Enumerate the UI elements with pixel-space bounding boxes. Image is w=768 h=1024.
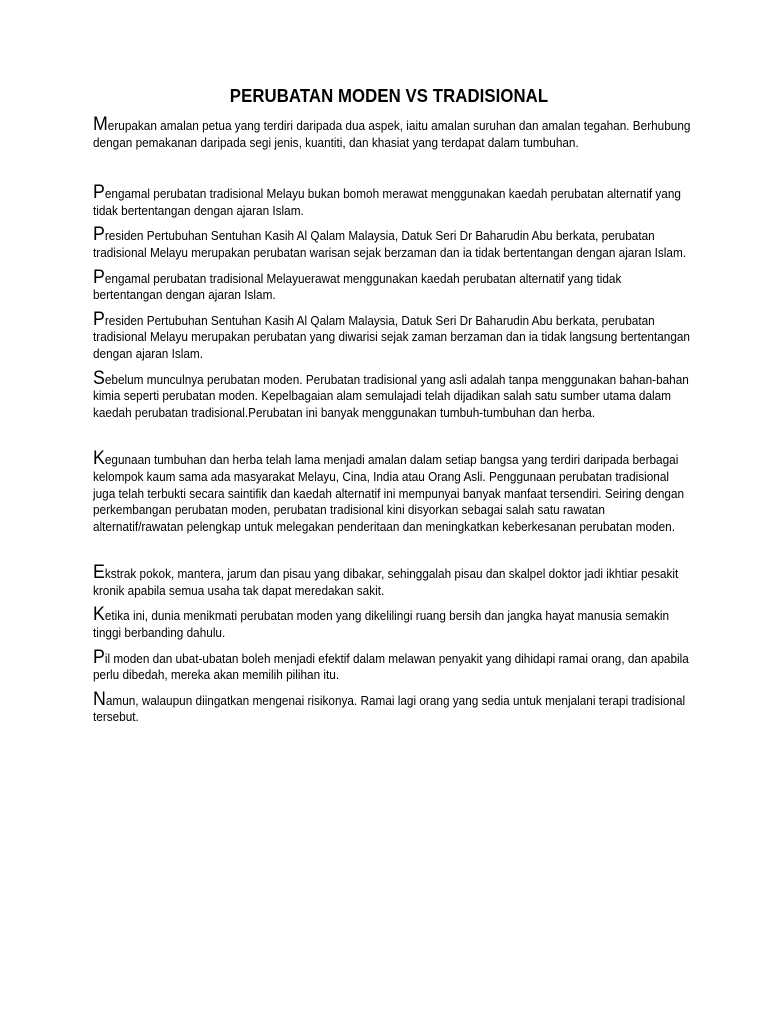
drop-initial: P (93, 308, 105, 330)
paragraph-text: engamal perubatan tradisional Melayu bukan bomoh merawat menggunakan kaedah perubatan alternatif yang tidak bertentangan dengan ajaran Islam. (93, 187, 681, 218)
drop-initial: K (93, 448, 105, 470)
drop-initial: S (93, 367, 105, 389)
paragraph (93, 224, 691, 261)
drop-initial: M (93, 114, 108, 135)
paragraph (93, 266, 691, 304)
paragraph-text: erupakan amalan petua yang terdiri daripada dua aspek, iaitu amalan suruhan dan amalan tegahan. Berhubung dengan pemakanan daripada segi jenis, kuantiti, dan khasiat yang terdapat dalam tumbuhan. (93, 119, 691, 150)
document-title: PERUBATAN MODEN VS TRADISIONAL (229, 86, 549, 106)
paragraph (93, 308, 691, 363)
drop-initial: P (93, 646, 105, 668)
paragraph-text: ebelum munculnya perubatan moden. Perubatan tradisional yang asli adalah tanpa menggunakan bahan-bahan kimia seperti perubatan moden. Kepelbagaian alam semulajadi telah dijadikan salah satu sumber utama dalam kaedah perubatan tradisional.Perubatan ini banyak menggunakan tumbuh-tumbuhan dan herba. (93, 372, 689, 420)
paragraph (93, 114, 691, 151)
paragraph-text: etika ini, dunia menikmati perubatan moden yang dikelilingi ruang bersih dan jangka hayat manusia semakin tinggi berbanding dahulu. (93, 609, 670, 641)
paragraph (93, 367, 691, 422)
drop-initial: P (93, 224, 105, 246)
paragraph-text: residen Pertubuhan Sentuhan Kasih Al Qalam Malaysia, Datuk Seri Dr Baharudin Abu berkata, perubatan tradisional Melayu merupakan perubatan warisan sejak berzaman dan ia tidak bertentangan dengan ajaran Islam. (93, 229, 687, 260)
paragraph-text: residen Pertubuhan Sentuhan Kasih Al Qalam Malaysia, Datuk Seri Dr Baharudin Abu berkata, perubatan tradisional Melayu merupakan perubatan yang diwarisi sejak zaman berzaman dan ia tidak langsung bertentangan dengan ajaran Islam. (93, 313, 690, 361)
paragraph (93, 182, 691, 219)
drop-initial: P (93, 182, 105, 204)
paragraph (93, 448, 691, 535)
paragraph-text: il moden dan ubat-ubatan boleh menjadi efektif dalam melawan penyakit yang dihidapi ramai orang, dan apabila perlu dibedah, mereka akan memilih pilihan itu. (93, 651, 689, 683)
paragraph-text: engamal perubatan tradisional Melayuerawat menggunakan kaedah perubatan alternatif yang tidak bertentangan dengan ajaran Islam. (93, 271, 622, 303)
drop-initial: N (93, 688, 106, 710)
drop-initial: P (93, 266, 105, 288)
paragraph (93, 604, 691, 641)
paragraph-text: egunaan tumbuhan dan herba telah lama menjadi amalan dalam setiap bangsa yang terdiri daripada berbagai kelompok kaum sama ada masyarakat Melayu, Cina, India atau Orang Asli. Penggunaan perubatan tradisional juga telah terbukti secara saintifik dan kaedah alternatif ini mempunyai banyak manfaat tersendiri. Seiring dengan perkembangan perubatan moden, perubatan tradisional kini disyorkan sebagai salah satu rawatan alternatif/rawatan pelengkap untuk melegakan penderitaan dan meningkatkan keberkesanan perubatan moden. (93, 453, 685, 534)
drop-initial: K (93, 604, 105, 626)
paragraph-text: amun, walaupun diingatkan mengenai risikonya. Ramai lagi orang yang sedia untuk menjalani terapi tradisional tersebut. (93, 693, 686, 725)
paragraph (93, 646, 691, 684)
paragraph-text: kstrak pokok, mantera, jarum dan pisau yang dibakar, sehinggalah pisau dan skalpel doktor jadi ikhtiar pesakit kronik apabila semua usaha tak dapat meredakan sakit. (93, 567, 679, 598)
drop-initial: E (93, 562, 105, 584)
paragraph (93, 562, 691, 599)
document-page (93, 86, 691, 726)
paragraph (93, 688, 691, 726)
